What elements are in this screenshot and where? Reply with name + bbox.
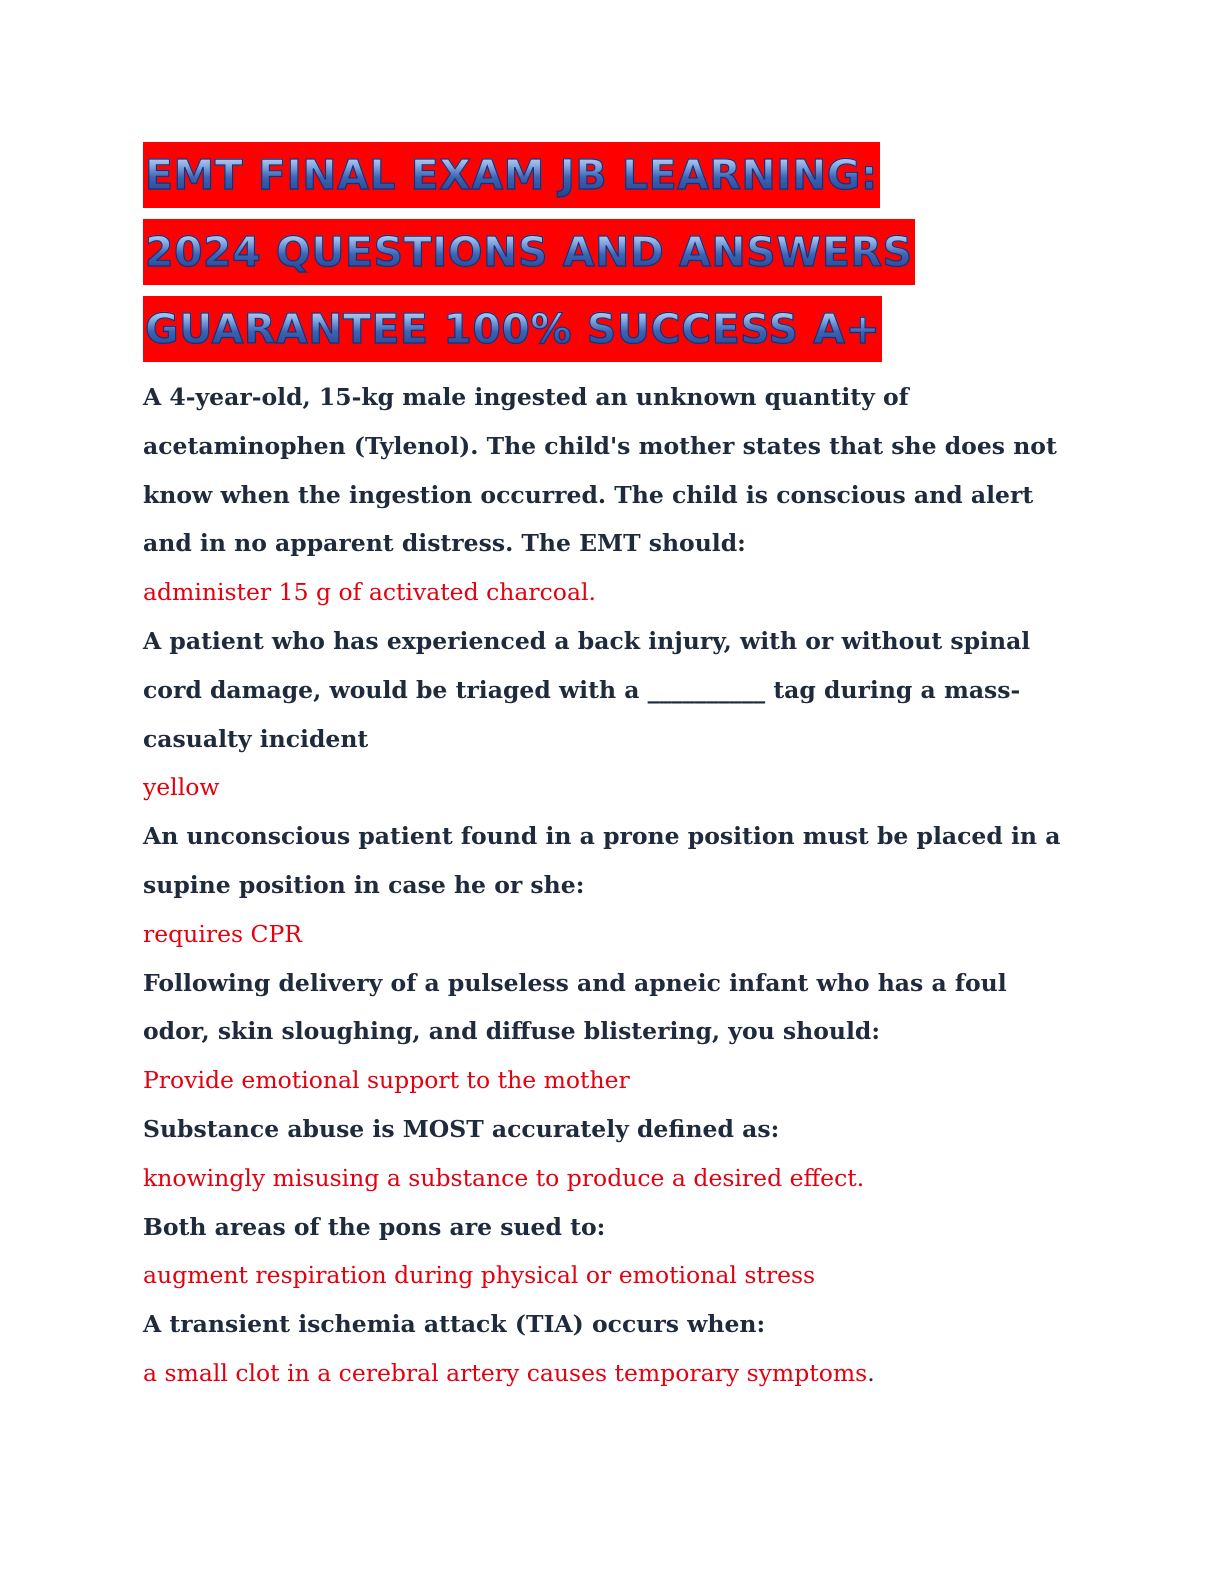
title-line-2-text: 2024 QUESTIONS AND ANSWERS [145,228,913,276]
question-7: A transient ischemia attack (TIA) occurs when: [143,1310,766,1339]
answer-3: requires CPR [143,919,302,948]
question-5: Substance abuse is MOST accurately defined as: [143,1114,780,1143]
question-2: A patient who has experienced a back injury, with or without spinal cord damage, would be triaged with a __________ tag during a mass-casualty incident [143,626,1031,753]
document-title [143,142,1078,362]
answer-5: knowingly misusing a substance to produce a desired effect. [143,1163,865,1192]
answer-4: Provide emotional support to the mother [143,1066,630,1095]
question-1: A 4-year-old, 15-kg male ingested an unknown quantity of acetaminophen (Tylenol). The child's mother states that she does not know when the ingestion occurred. The child is conscious and alert and in no apparent distress. The EMT should: [143,383,1057,558]
title-line-2 [143,219,915,285]
document-content [143,142,1078,1398]
qa-list [143,373,1078,1398]
title-line-3-text: GUARANTEE 100% SUCCESS A+ [145,305,881,353]
answer-7 [143,1349,1078,1398]
title-line-1-text: EMT FINAL EXAM JB LEARNING: [145,151,878,199]
answer-2: yellow [143,773,220,802]
answer-1: administer 15 g of activated charcoal. [143,578,596,607]
answer-7-period: . [867,1358,875,1387]
question-3: An unconscious patient found in a prone position must be placed in a supine position in case he or she: [143,822,1061,899]
answer-7-text: a small clot in a cerebral artery causes temporary symptoms [143,1358,868,1387]
question-6: Both areas of the pons are sued to: [143,1212,606,1241]
answer-6: augment respiration during physical or emotional stress [143,1261,816,1290]
title-line-3 [143,296,882,362]
title-line-1 [143,142,880,208]
question-4: Following delivery of a pulseless and apneic infant who has a foul odor, skin sloughing, and diffuse blistering, you should: [143,968,1007,1046]
